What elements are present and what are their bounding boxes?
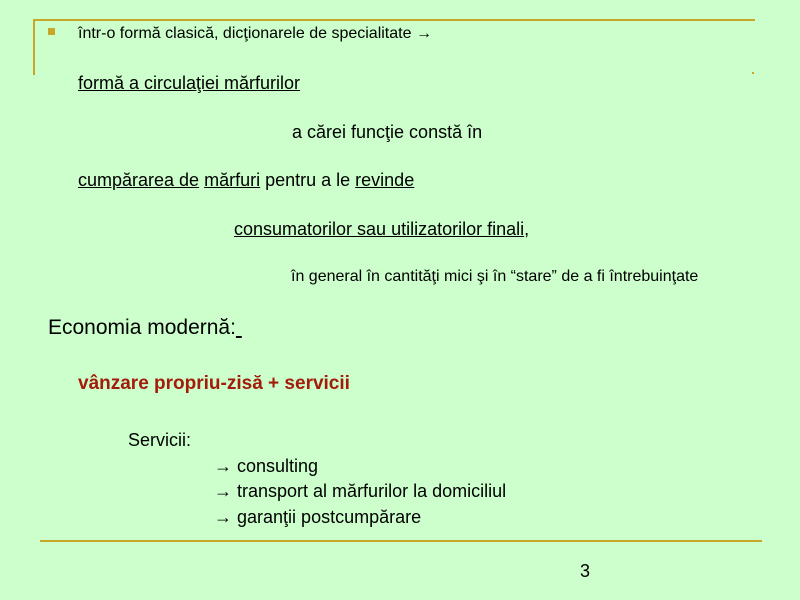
arrow-right-icon: → (214, 481, 232, 501)
economy-formula: vânzare propriu-zisă + servicii (78, 373, 350, 394)
economy-heading-underscore (236, 316, 242, 339)
arrow-right-icon: → (214, 507, 232, 527)
service-item-text: garanţii postcumpărare (237, 507, 422, 527)
line-general: în general în cantităţi mici şi în “stare” de a fi întrebuinţate (291, 268, 699, 285)
line-consumers (234, 219, 529, 240)
service-item-text: consulting (237, 456, 319, 476)
right-tick (752, 72, 754, 74)
left-rule (33, 19, 35, 75)
line-function: a cărei funcţie constă în (292, 122, 483, 142)
economy-heading (48, 316, 242, 340)
service-item-text: transport al mărfurilor la domiciliul (237, 481, 507, 501)
line-form: formă a circulaţiei mărfurilor (78, 73, 301, 93)
top-rule (33, 19, 755, 21)
line-consumers-underlined: consumatorilor sau utilizatorilor finali (234, 219, 525, 239)
line-buy-part1: cumpărarea de (78, 170, 200, 190)
line-buy-part3: revinde (355, 170, 415, 190)
service-item (214, 456, 318, 477)
line-buy-part2: mărfuri (204, 170, 261, 190)
bottom-rule (40, 540, 762, 542)
page-number: 3 (580, 561, 591, 581)
arrow-right-icon: → (214, 456, 232, 476)
service-item (214, 507, 421, 528)
line-buy-mid: pentru a le (260, 170, 356, 190)
service-item (214, 481, 506, 502)
line-buy (78, 170, 414, 191)
square-bullet-icon (48, 28, 55, 35)
bullet-line: într-o formă clasică, dicţionarele de specialitate → (78, 25, 432, 42)
economy-heading-text: Economia modernă: (48, 316, 236, 339)
services-label: Servicii: (128, 430, 192, 450)
line-consumers-tail: , (524, 219, 530, 239)
